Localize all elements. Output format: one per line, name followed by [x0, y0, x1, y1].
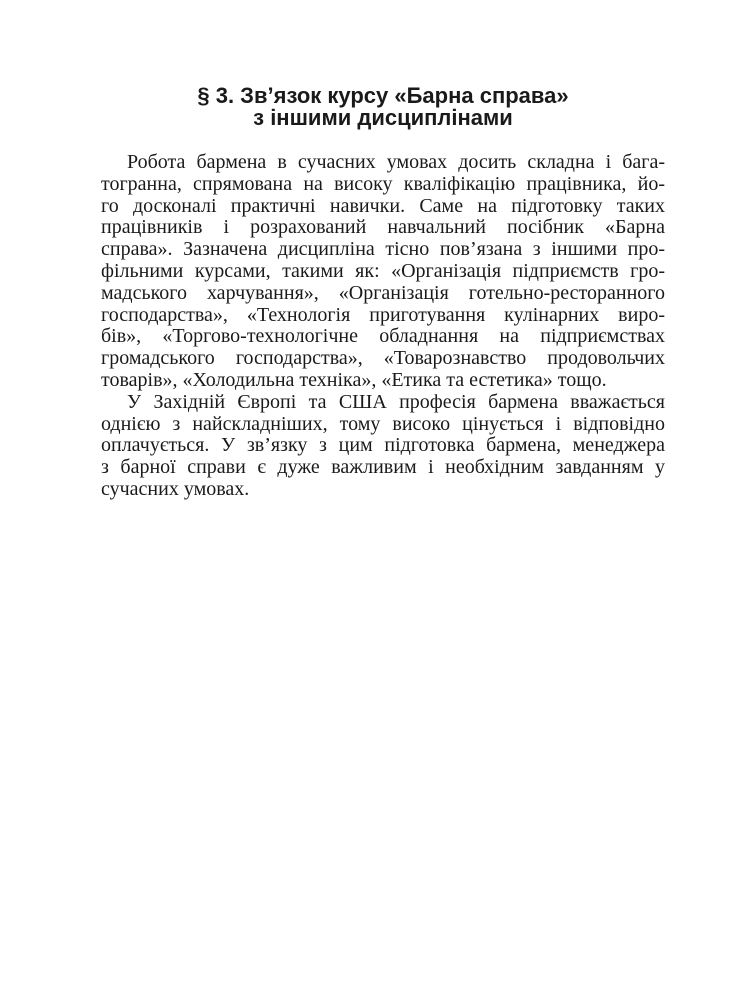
section-heading-line-1: § 3. Зв’язок курсу «Барна справа» — [197, 83, 569, 108]
paragraph-line: сучасних умовах. — [101, 477, 250, 500]
paragraph-line: бів», «Торгово-технологічне обладнання на підприємствах — [101, 325, 665, 348]
paragraph-line: мадського харчування», «Організація готельно-ресторанного — [101, 281, 665, 304]
paragraph-line: фільними курсами, такими як: «Організація підприємств гро- — [101, 259, 665, 282]
body-text — [101, 152, 665, 501]
paragraph-line: оплачується. У зв’язку з цим підготовка бармена, менеджера — [101, 434, 665, 457]
paragraph-line: господарства», «Технологія приготування кулінарних виро- — [101, 303, 665, 326]
paragraph-line: однією з найскладніших, тому високо цінується і відповідно — [101, 412, 665, 435]
paragraph-1 — [101, 152, 665, 392]
paragraph-line: товарів», «Холодильна техніка», «Етика та естетика» тощо. — [101, 368, 607, 391]
paragraph-line: справа». Зазначена дисципліна тісно пов’язана з іншими про- — [101, 238, 665, 261]
paragraph-line: працівників і розрахований навчальний посібник «Барна — [101, 216, 665, 239]
paragraph-line: громадського господарства», «Товарознавство продовольчих — [101, 347, 665, 370]
section-heading-line-2: з іншими дисциплінами — [253, 104, 513, 130]
paragraph-line: тогранна, спрямована на високу кваліфікацію працівника, йо- — [101, 172, 665, 195]
section-heading — [101, 85, 665, 128]
paragraph-line: У Західній Європі та США професія бармена вважається — [127, 390, 665, 413]
paragraph-2 — [101, 392, 665, 501]
paragraph-line: з барної справи є дуже важливим і необхідним завданням у — [101, 456, 665, 479]
paragraph-line: го досконалі практичні навички. Саме на підготовку таких — [101, 194, 665, 217]
paragraph-line: Робота бармена в сучасних умовах досить складна і бага- — [127, 151, 665, 173]
